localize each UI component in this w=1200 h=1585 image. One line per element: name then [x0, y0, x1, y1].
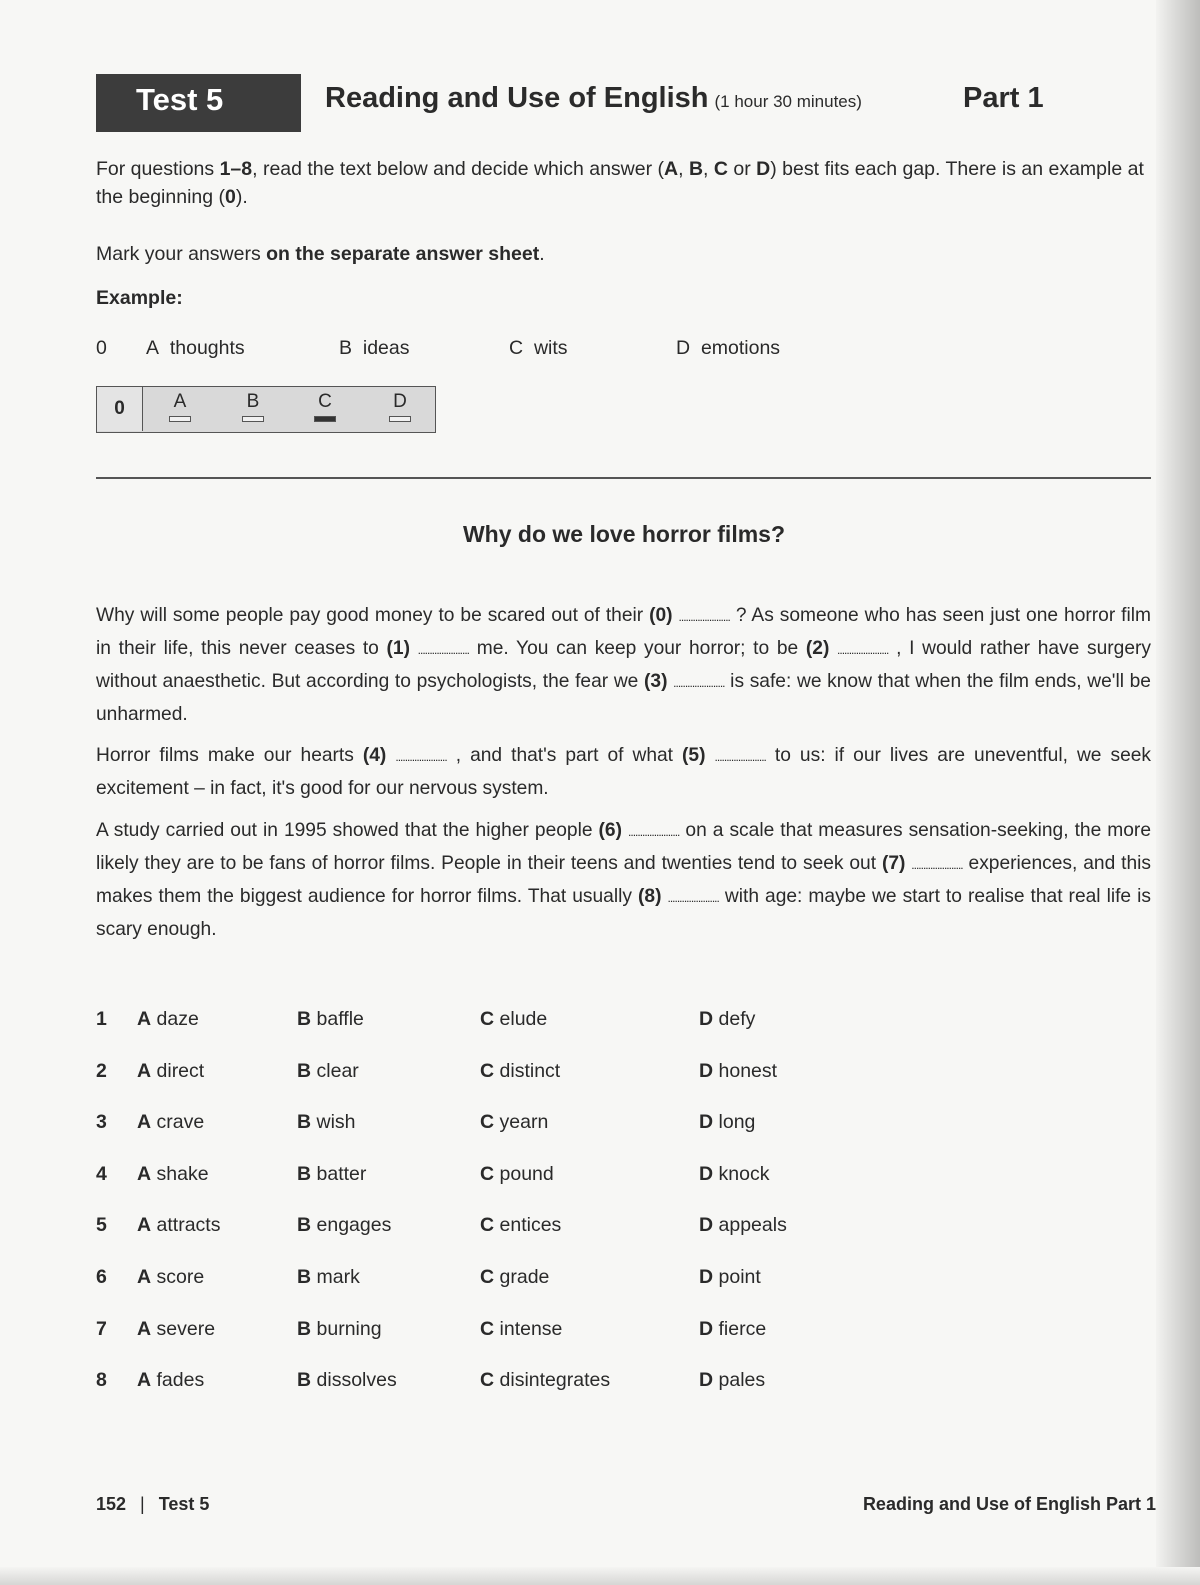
example-answer-box: [96, 386, 436, 433]
example-number: 0: [96, 337, 107, 359]
option-c[interactable]: C elude: [480, 1008, 548, 1030]
answer-mark-a: [169, 416, 191, 422]
test-label: Test 5: [136, 82, 224, 117]
option-c[interactable]: C entices: [480, 1214, 562, 1237]
option-b[interactable]: B baffle: [297, 1008, 364, 1030]
option-d[interactable]: D long: [699, 1111, 756, 1134]
example-option-b: B ideas: [339, 337, 410, 359]
option-d[interactable]: D appeals: [699, 1214, 787, 1237]
instructions: For questions 1–8, read the text below and decide which answer (A, B, C or D) best fits each gap. There is an example at the beginning (0).: [96, 158, 1144, 208]
gap-0: (0): [649, 605, 673, 626]
answer-box-number: 0: [97, 387, 143, 431]
page-header: [96, 74, 1096, 132]
page-edge-shadow: [1156, 0, 1200, 1585]
section-divider: [96, 477, 1151, 479]
passage-paragraph-1: Why will some people pay good money to be scared out of their (0) ...................... ? As someone who has seen just one horror film in their life, this never ceases to (1) ...................... me. You can keep your horror; to be (2) ...................... , I would rather have surgery without anaesthetic. But according to psychologists, the fear we (3) ...................... is safe: we know that when the film ends, we'll be unharmed.: [96, 605, 1151, 725]
gap-7: (7): [881, 853, 906, 874]
option-a[interactable]: A shake: [137, 1162, 209, 1185]
answer-option-b[interactable]: B: [238, 392, 268, 422]
answer-option-d[interactable]: D: [385, 392, 415, 422]
section-title: [325, 82, 862, 115]
gap-5: (5): [682, 745, 706, 766]
passage-paragraph-3: A study carried out in 1995 showed that the higher people (6) ...................... on a scale that measures sensation-seeking, the more likely they are to be fans of horror films. People in their teens and twenties tend to seek out (7) ...................... experiences, and this makes them the biggest audience for horror films. That usually (8) ...................... with age: maybe we start to realise that real life is scary enough.: [96, 820, 1151, 940]
answer-option-c[interactable]: C: [310, 392, 340, 422]
option-c[interactable]: C distinct: [480, 1059, 561, 1082]
page-number: 152: [96, 1494, 127, 1514]
answer-mark-b: [242, 416, 264, 422]
option-a[interactable]: A direct: [137, 1059, 205, 1082]
option-d[interactable]: D fierce: [699, 1317, 767, 1340]
test-tab: [96, 74, 301, 132]
gap-4: (4): [362, 745, 387, 766]
footer-section-label: Reading and Use of English Part 1: [862, 1494, 1156, 1514]
footer-page-info: 152 | Test 5: [96, 1494, 210, 1514]
example-option-c: C wits: [509, 337, 568, 359]
example-option-d: D emotions: [676, 337, 781, 359]
example-option-a: A thoughts: [146, 337, 245, 359]
gap-2: (2): [805, 638, 830, 659]
option-b[interactable]: B burning: [297, 1317, 382, 1340]
option-d[interactable]: D pales: [699, 1369, 766, 1392]
option-a[interactable]: A daze: [137, 1008, 199, 1030]
option-c[interactable]: C pound: [480, 1162, 554, 1185]
page-bottom-shadow: [0, 1567, 1200, 1585]
option-a[interactable]: A score: [137, 1265, 205, 1288]
answer-mark-c-selected: [314, 416, 336, 422]
option-a[interactable]: A attracts: [137, 1214, 221, 1237]
gap-8: (8): [638, 886, 662, 907]
duration: (1 hour 30 minutes): [714, 92, 862, 111]
option-c[interactable]: C yearn: [480, 1111, 549, 1134]
part-label: Part 1: [963, 82, 1044, 114]
passage-title: Why do we love horror films?: [462, 521, 786, 547]
option-d[interactable]: D honest: [699, 1059, 778, 1082]
option-b[interactable]: B clear: [297, 1059, 359, 1082]
option-b[interactable]: B batter: [297, 1162, 367, 1185]
option-b[interactable]: B wish: [297, 1111, 356, 1134]
footer-test-label: Test 5: [158, 1494, 210, 1514]
option-c[interactable]: C intense: [480, 1317, 563, 1340]
passage-paragraph-2: Horror films make our hearts (4) ...................... , and that's part of what (5) ...................... to us: if our lives are uneventful, we seek excitement – in fact, it's good for our nervous system.: [96, 745, 1152, 799]
option-c[interactable]: C disintegrates: [480, 1369, 611, 1392]
option-b[interactable]: B dissolves: [297, 1369, 397, 1392]
mark-answers-instruction: Mark your answers on the separate answer sheet.: [96, 243, 545, 265]
option-b[interactable]: B engages: [297, 1214, 392, 1237]
option-a[interactable]: A severe: [137, 1317, 216, 1340]
answer-mark-d: [389, 416, 411, 422]
answer-option-a[interactable]: A: [165, 392, 195, 422]
example-label: Example:: [96, 287, 183, 309]
section-title-text: Reading and Use of English: [325, 82, 709, 114]
gap-3: (3): [644, 671, 668, 692]
option-b[interactable]: B mark: [297, 1265, 360, 1288]
option-d[interactable]: D point: [699, 1265, 761, 1288]
gap-1: (1): [386, 638, 410, 659]
option-d[interactable]: D defy: [699, 1008, 756, 1030]
option-d[interactable]: D knock: [699, 1162, 770, 1185]
option-a[interactable]: A crave: [137, 1111, 205, 1134]
option-a[interactable]: A fades: [137, 1369, 205, 1392]
gap-6: (6): [598, 820, 622, 841]
option-c[interactable]: C grade: [480, 1265, 550, 1288]
